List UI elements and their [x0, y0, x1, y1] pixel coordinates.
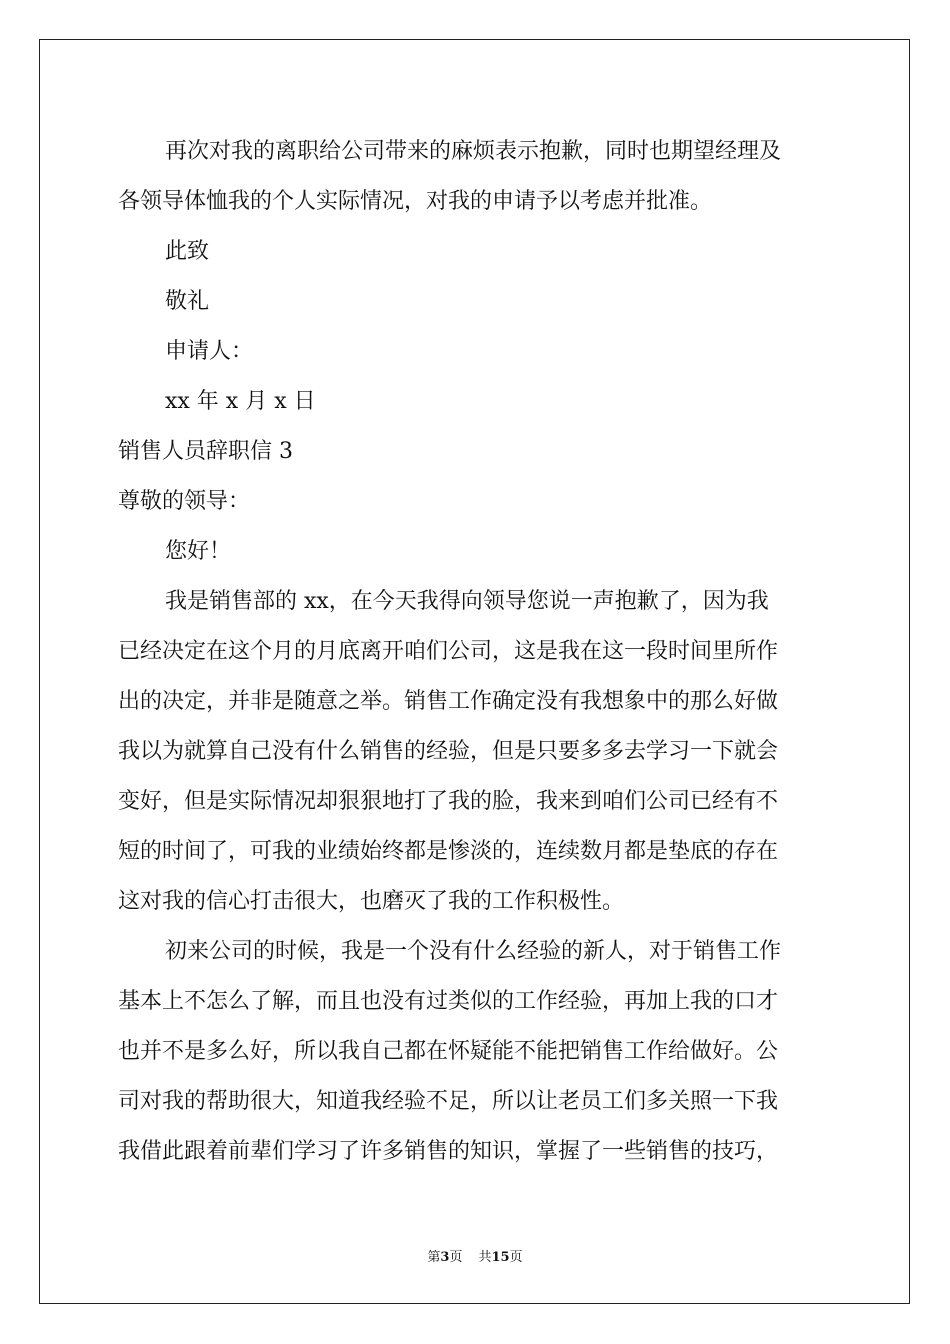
text-line: 销售人员辞职信 3: [118, 439, 293, 464]
paragraph: [118, 477, 833, 527]
total-pages: 15: [491, 1250, 510, 1265]
paragraph: [118, 227, 833, 277]
text-line: 也并不是多么好，所以我自己都在怀疑能不能把销售工作给做好。公: [118, 1039, 779, 1064]
page-suffix: 页: [449, 1250, 463, 1265]
total-suffix: 页: [509, 1250, 523, 1265]
text-line: 申请人：: [165, 339, 254, 364]
document-body: [118, 127, 833, 1177]
page-number: 3: [440, 1250, 450, 1265]
paragraph: [118, 927, 833, 1177]
paragraph: [118, 427, 833, 477]
text-line: 短的时间了，可我的业绩始终都是惨淡的，连续数月都是垫底的存在: [118, 839, 779, 864]
paragraph: [118, 277, 833, 327]
text-line: 敬礼: [165, 289, 210, 314]
text-line: 出的决定，并非是随意之举。销售工作确定没有我想象中的那么好做: [118, 689, 779, 714]
text-line: 尊敬的领导：: [118, 489, 251, 514]
text-line: 基本上不怎么了解，而且也没有过类似的工作经验，再加上我的口才: [118, 989, 779, 1014]
text-line: 司对我的帮助很大，知道我经验不足，所以让老员工们多关照一下我: [118, 1089, 779, 1114]
text-line: 我是销售部的 xx，在今天我得向领导您说一声抱歉了，因为我: [165, 589, 769, 614]
text-line: 初来公司的时候，我是一个没有什么经验的新人，对于销售工作: [165, 939, 782, 964]
page-prefix: 第: [427, 1250, 441, 1265]
text-line: 这对我的信心打击很大，也磨灭了我的工作积极性。: [118, 889, 625, 914]
paragraph: [118, 327, 833, 377]
text-line: 我借此跟着前辈们学习了许多销售的知识，掌握了一些销售的技巧，: [118, 1139, 779, 1164]
text-line: 已经决定在这个月的月底离开咱们公司，这是我在这一段时间里所作: [118, 639, 779, 664]
text-line: 各领导体恤我的个人实际情况，对我的申请予以考虑并批准。: [118, 189, 713, 214]
page-footer: [0, 1246, 950, 1265]
paragraph: [118, 527, 833, 577]
paragraph: [118, 577, 833, 927]
paragraph: [118, 127, 833, 227]
text-line: 变好，但是实际情况却狠狠地打了我的脸，我来到咱们公司已经有不: [118, 789, 779, 814]
text-line: 再次对我的离职给公司带来的麻烦表示抱歉，同时也期望经理及: [165, 139, 782, 164]
paragraph: [118, 377, 833, 427]
total-prefix: 共: [478, 1250, 492, 1265]
text-line: 您好！: [165, 539, 232, 564]
text-line: 此致: [165, 239, 210, 264]
text-line: xx 年 x 月 x 日: [165, 389, 316, 414]
text-line: 我以为就算自己没有什么销售的经验，但是只要多多去学习一下就会: [118, 739, 779, 764]
